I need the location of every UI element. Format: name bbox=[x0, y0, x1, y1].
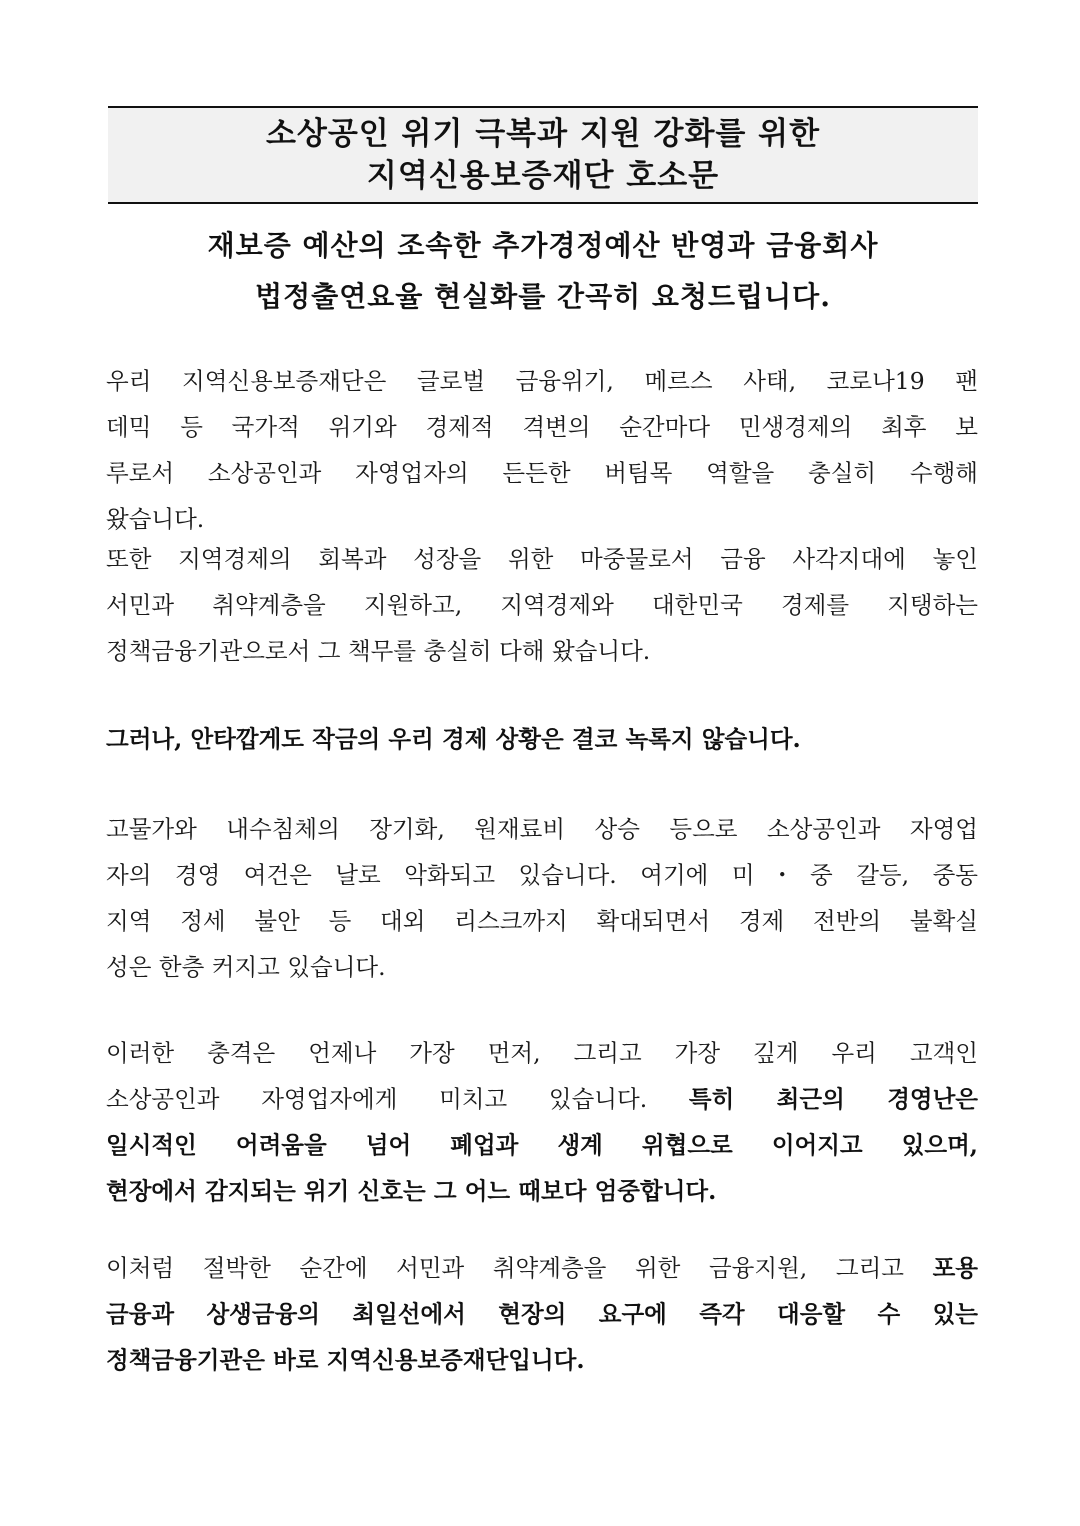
paragraph-line: 정책금융기관으로서 그 책무를 충실히 다해 왔습니다. bbox=[106, 637, 651, 665]
paragraph-line: 고물가와 내수침체의 장기화, 원재료비 상승 등으로 소상공인과 자영업 bbox=[106, 815, 978, 843]
paragraph-line: 이러한 충격은 언제나 가장 먼저, 그리고 가장 깊게 우리 고객인 bbox=[106, 1039, 978, 1067]
paragraph-5 bbox=[106, 1030, 978, 1214]
paragraph-line: 자의 경영 여건은 날로 악화되고 있습니다. 여기에 미・중 갈등, 중동 bbox=[106, 861, 978, 889]
paragraph-line: 우리 지역신용보증재단은 글로벌 금융위기, 메르스 사태, 코로나19 팬 bbox=[106, 367, 978, 395]
plain-text: 이처럼 절박한 순간에 서민과 취약계층을 위한 금융지원, 그리고 bbox=[106, 1254, 933, 1282]
paragraph-2 bbox=[106, 536, 978, 674]
document-title-line-1: 소상공인 위기 극복과 지원 강화를 위한 bbox=[265, 116, 821, 152]
paragraph-line bbox=[106, 1245, 978, 1291]
paragraph-1 bbox=[106, 358, 978, 542]
paragraph-line: 루로서 소상공인과 자영업자의 든든한 버팀목 역할을 충실히 수행해 bbox=[106, 459, 978, 487]
paragraph-line: 지역 정세 불안 등 대외 리스크까지 확대되면서 경제 전반의 불확실 bbox=[106, 907, 978, 935]
paragraph-line: 성은 한층 커지고 있습니다. bbox=[106, 953, 386, 981]
document-title-line-2: 지역신용보증재단 호소문 bbox=[366, 158, 720, 194]
paragraph-line: 데믹 등 국가적 위기와 경제적 격변의 순간마다 민생경제의 최후 보 bbox=[106, 413, 978, 441]
paragraph-line: 왔습니다. bbox=[106, 505, 205, 533]
paragraph-line: 서민과 취약계층을 지원하고, 지역경제와 대한민국 경제를 지탱하는 bbox=[106, 591, 978, 619]
emphasis-line: 그러나, 안타깝게도 작금의 우리 경제 상황은 결코 녹록지 않습니다. bbox=[106, 725, 801, 753]
emphasis-line: 현장에서 감지되는 위기 신호는 그 어느 때보다 엄중합니다. bbox=[106, 1177, 717, 1205]
paragraph-line: 또한 지역경제의 회복과 성장을 위한 마중물로서 금융 사각지대에 놓인 bbox=[106, 545, 978, 573]
paragraph-6 bbox=[106, 1245, 978, 1383]
subtitle-line-2: 법정출연요율 현실화를 간곡히 요청드립니다. bbox=[255, 280, 831, 313]
emphasis-line: 금융과 상생금융의 최일선에서 현장의 요구에 즉각 대응할 수 있는 bbox=[106, 1300, 978, 1328]
emphasis-line: 정책금융기관은 바로 지역신용보증재단입니다. bbox=[106, 1346, 585, 1374]
paragraph-3 bbox=[106, 716, 978, 762]
emphasis-line: 일시적인 어려움을 넘어 폐업과 생계 위협으로 이어지고 있으며, bbox=[106, 1131, 978, 1159]
paragraph-line bbox=[106, 1076, 978, 1122]
title-box bbox=[108, 106, 978, 204]
bold-text: 특히 최근의 경영난은 bbox=[688, 1085, 978, 1113]
bold-text: 포용 bbox=[932, 1254, 978, 1282]
paragraph-4 bbox=[106, 806, 978, 990]
subtitle-line-1: 재보증 예산의 조속한 추가경정예산 반영과 금융회사 bbox=[207, 229, 879, 262]
plain-text: 소상공인과 자영업자에게 미치고 있습니다. bbox=[106, 1085, 689, 1113]
